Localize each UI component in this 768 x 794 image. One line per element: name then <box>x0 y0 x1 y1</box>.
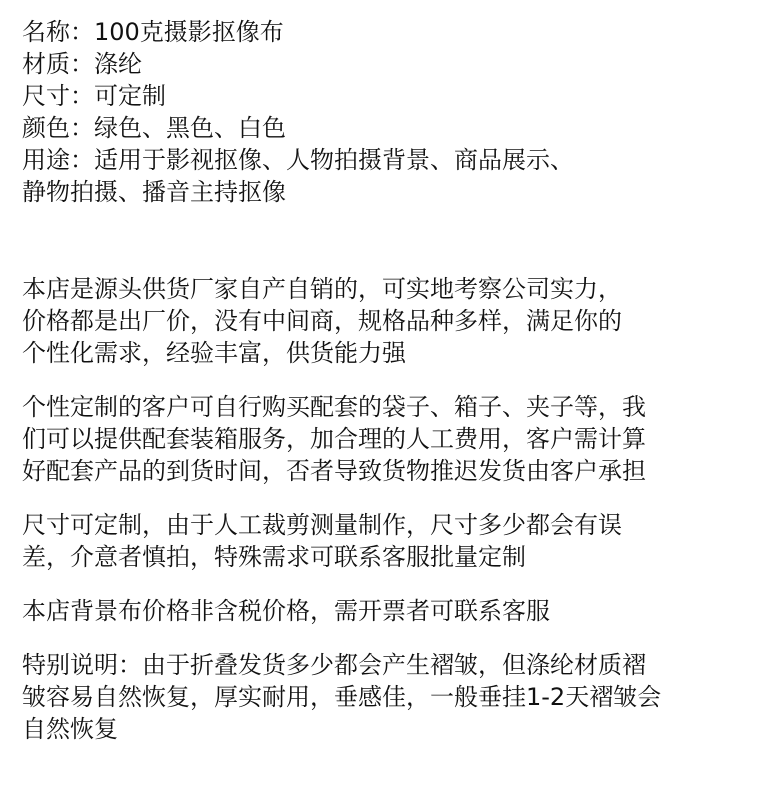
spec-usage-line-continued: 静物拍摄、播音主持抠像 <box>22 178 286 206</box>
spec-usage-line: 用途：适用于影视抠像、人物拍摄背景、商品展示、 <box>22 146 574 174</box>
product-spec-block <box>22 16 762 208</box>
paragraph-line: 个性定制的客户可自行购买配套的袋子、箱子、夹子等，我 <box>22 393 646 421</box>
paragraph-line: 们可以提供配套装箱服务，加合理的人工费用，客户需计算 <box>22 425 646 453</box>
spec-color-line: 颜色：绿色、黑色、白色 <box>22 114 286 142</box>
spec-name-line: 名称：100克摄影抠像布 <box>22 18 284 46</box>
tax-paragraph <box>22 595 762 627</box>
spacer <box>22 369 762 391</box>
spacer <box>22 208 762 273</box>
custom-order-paragraph <box>22 391 762 487</box>
special-note-paragraph <box>22 649 762 745</box>
paragraph-line: 本店背景布价格非含税价格，需开票者可联系客服 <box>22 597 550 625</box>
paragraph-line: 差，介意者慎拍，特殊需求可联系客服批量定制 <box>22 543 526 571</box>
size-error-paragraph <box>22 509 762 573</box>
paragraph-line: 自然恢复 <box>22 715 118 743</box>
spacer <box>22 573 762 595</box>
spec-material-line: 材质：涤纶 <box>22 50 142 78</box>
spacer <box>22 627 762 649</box>
paragraph-line: 个性化需求，经验丰富，供货能力强 <box>22 339 406 367</box>
product-description-document <box>22 16 762 745</box>
paragraph-line: 皱容易自然恢复，厚实耐用，垂感佳，一般垂挂1-2天褶皱会 <box>22 683 662 711</box>
paragraph-line: 尺寸可定制，由于人工裁剪测量制作，尺寸多少都会有误 <box>22 511 622 539</box>
spec-size-line: 尺寸：可定制 <box>22 82 166 110</box>
paragraph-line: 价格都是出厂价，没有中间商，规格品种多样，满足你的 <box>22 307 622 335</box>
paragraph-line: 好配套产品的到货时间，否者导致货物推迟发货由客户承担 <box>22 457 646 485</box>
spacer <box>22 487 762 509</box>
paragraph-line: 本店是源头供货厂家自产自销的，可实地考察公司实力， <box>22 275 622 303</box>
factory-paragraph <box>22 273 762 369</box>
paragraph-line: 特别说明：由于折叠发货多少都会产生褶皱，但涤纶材质褶 <box>22 651 646 679</box>
